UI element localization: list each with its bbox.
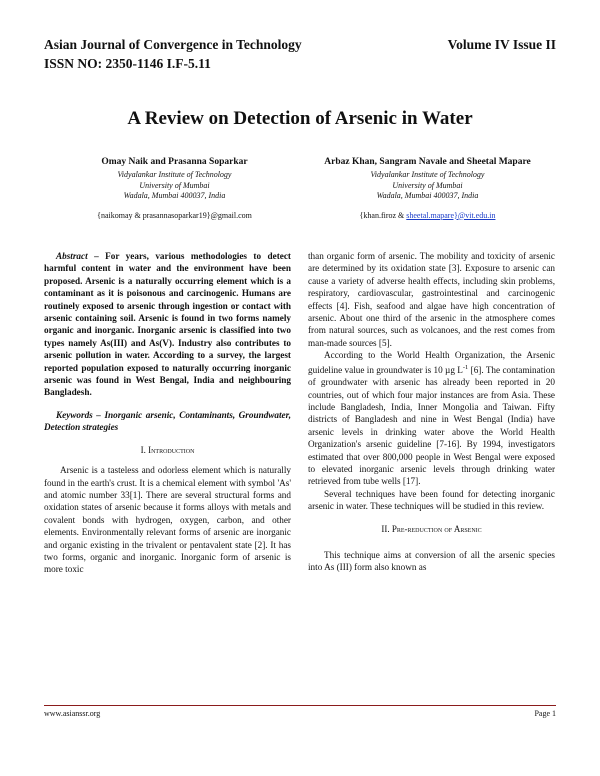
author-university-1: University of Mumbai [139, 180, 210, 190]
author-block-2 [305, 157, 550, 220]
contamination-text: [6]. The contamination of groundwater with arsenic has already been reported in 20 countries, out of which four major instances are from Asia. These include Bangladesh, India, Inner Mongolia and Taiwan. Fifty districts of Bangladesh and nine in West Bengal (India) have arsenic levels in drinking water above the World Health Organization's arsenic guideline [7-16]. By 1994, investigators estimated that over 800,000 people in West Bengal were exposed to elevated inorganic arsenic levels through drinking water retrieved from tube wells [17]. [308, 364, 556, 487]
author-institute-1: Vidyalankar Institute of Technology [117, 170, 232, 179]
author-names-2: Arbaz Khan, Sangram Navale and Sheetal Mapare [324, 157, 531, 167]
issn: ISSN NO: 2350-1146 I.F-5.11 [44, 56, 211, 71]
keywords: Keywords – Inorganic arsenic, Contaminants, Groundwater, Detection strategies [44, 409, 291, 433]
author-email-2-link[interactable]: sheetal.mapare}@vit.edu.in [406, 210, 496, 220]
abstract-text: – For years, various methodologies to detect harmful content in water and the environment have been proposed. Arsenic is a naturally occurring element which is a contaminant as it is poisonous and carcinogenic. Humans are routinely exposed to arsenic through ingestion or contact with arsenic containing soil. Arsenic is found in two forms namely organic and inorganic. Inorganic arsenic is classified into two types namely As(III) and As(V). Industry also contributes to arsenic pollution in water. According to a survey, the largest reported population exposed to naturally occurring inorganic arsenic was found in West Bengal, India and neighbouring Bangladesh. [44, 251, 291, 398]
col2-paragraph-3: Several techniques have been found for detecting inorganic arsenic in water. These techniques will be studied in this review. [308, 488, 555, 512]
footer-rule [44, 705, 556, 706]
author-email-2 [305, 211, 550, 220]
section-1-title: Introduction [148, 444, 195, 455]
page-number: Page 1 [534, 709, 556, 718]
author-address-1: Wadala, Mumbai 400037, India [123, 191, 226, 200]
author-email-1: {naikomay & prasannasoparkar19}@gmail.com [97, 210, 252, 220]
author-university-2: University of Mumbai [392, 180, 463, 190]
section-heading-pre-reduction [308, 523, 555, 535]
author-email-2-prefix: {khan.firoz & [359, 210, 407, 220]
col2-paragraph-1: than organic form of arsenic. The mobility and toxicity of arsenic are determined by its oxidation state [3]. Exposure to arsenic can cause a variety of adverse health effects, including skin problems, respiratory, cardiovascular, gastrointestinal and carcinogenic effects [4]. Fish, seafood and algae have high concentration of arsenic. About one third of the arsenic in the atmosphere comes from natural sources, such as volcanoes, and the rest comes from man-made sources [5]. [308, 251, 555, 348]
author-block-1 [52, 157, 297, 220]
col2-paragraph-2 [308, 349, 555, 488]
abstract [44, 250, 291, 399]
author-institute-2: Vidyalankar Institute of Technology [370, 170, 485, 179]
section-2-number: II. [381, 523, 392, 534]
journal-name: Asian Journal of Convergence in Technology [44, 37, 302, 52]
footer-url[interactable]: www.asianssr.org [44, 709, 101, 718]
paper-title: A Review on Detection of Arsenic in Water [127, 108, 473, 129]
volume-issue: Volume IV Issue II [447, 37, 556, 52]
left-column [44, 250, 291, 576]
unit-exponent: -1 [462, 363, 469, 371]
right-column [308, 250, 555, 574]
author-names-1: Omay Naik and Prasanna Soparkar [101, 157, 248, 167]
section-heading-introduction [44, 444, 291, 456]
section-1-number: I. [140, 444, 149, 455]
author-address-2: Wadala, Mumbai 400037, India [376, 191, 479, 200]
col2-paragraph-4: This technique aims at conversion of all the arsenic species into As (III) form also known as [308, 550, 555, 573]
intro-paragraph: Arsenic is a tasteless and odorless element which is naturally found in the earth's crust. It is a chemical element with symbol 'As' and atomic number 33[1]. There are several structural forms and oxidation states of arsenic because it forms alloys with metals and covalent bonds with hydrogen, oxygen, carbon, and other elements. Environmentally relevant forms of arsenic are inorganic and organic existing in the trivalent or pentavalent state [2]. It has two forms, organic and inorganic. Inorganic form of arsenic is more toxic [44, 465, 291, 575]
abstract-label: Abstract [56, 251, 88, 261]
who-guideline-text: According to the World Health Organization, the Arsenic guideline value in groundwater is 10 µg L [308, 350, 555, 375]
section-2-title: Pre-reduction of Arsenic [391, 523, 482, 534]
